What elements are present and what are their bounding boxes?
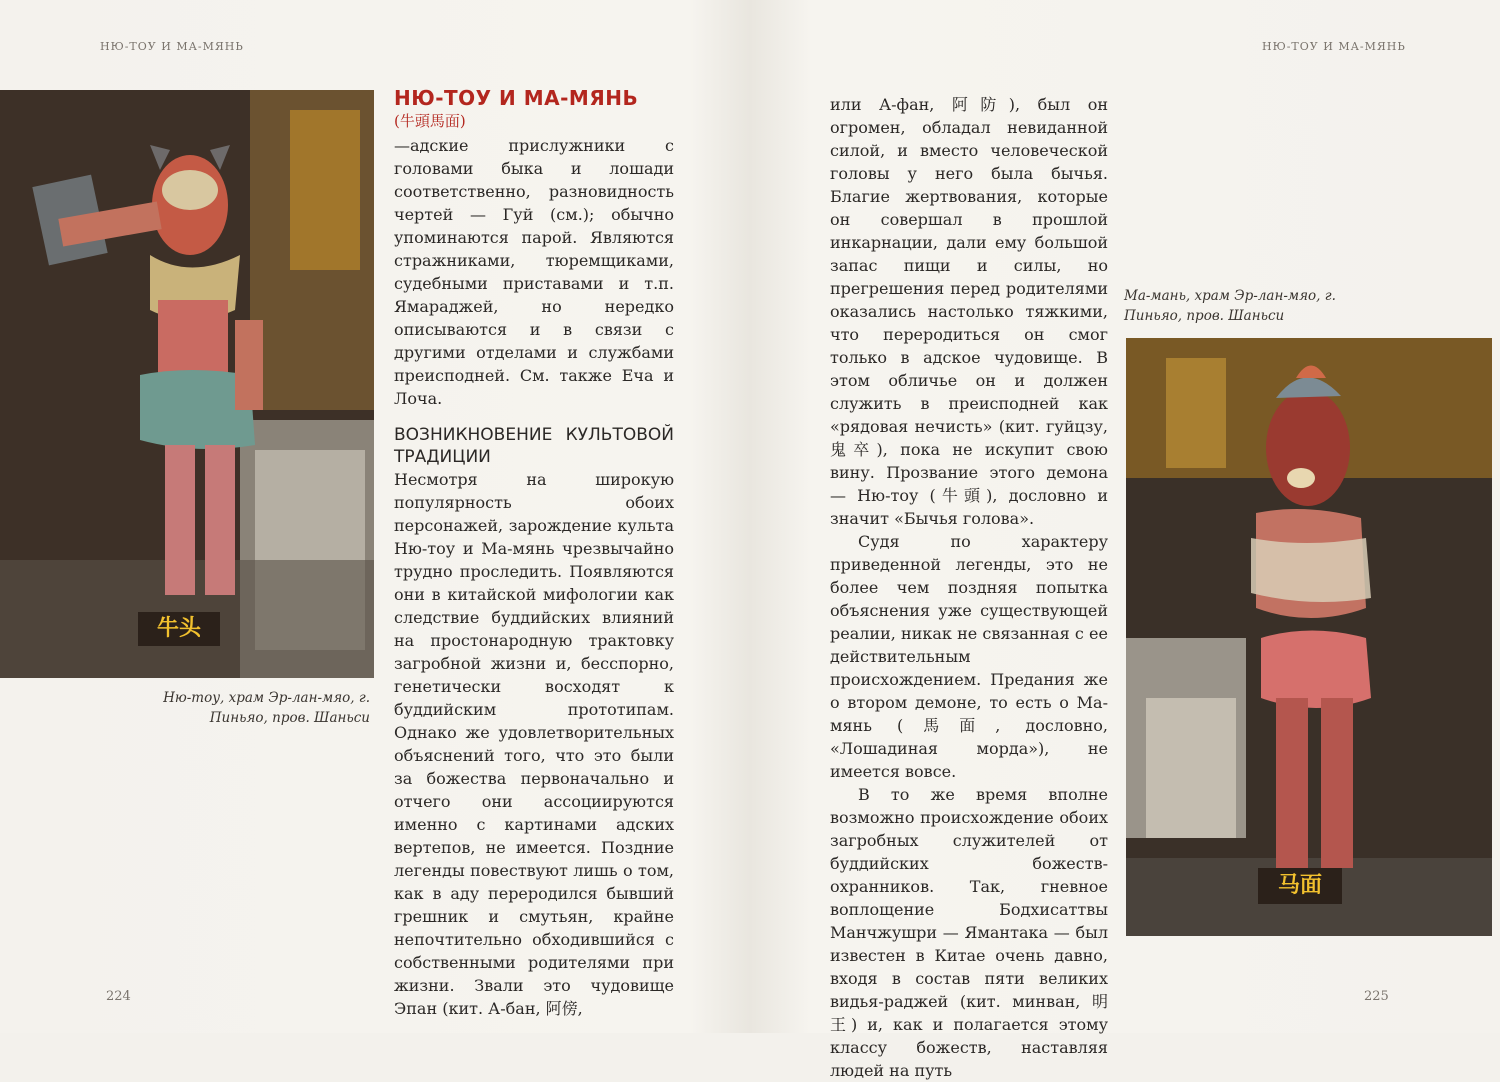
article-column-1 <box>394 86 674 1020</box>
ma-mian-sign: 马面 <box>1258 868 1342 904</box>
article-col2-para3: В то же время вполне возможно происхождение обоих загробных служителей от буддийских божеств-охранников. Так, гневное воплощение Бодхисаттвы Манчжушри — Ямантака — был известен в Китае очень давно, входя в состав пяти великих видья-раджей (кит. минван, 明王) и, как и полагается этому классу божеств, наставляя людей на путь <box>830 785 1108 1080</box>
article-title-hanzi: (牛頭馬面) <box>394 112 466 130</box>
niu-tou-photo <box>0 90 374 678</box>
article-definition: —адские прислужники с головами быка и лошади соответственно, разновидность чертей — Гуй (см.); обычно упоминаются парой. Являются стражниками, тюремщиками, судебными приставами и т.п. Ямараджей, но нередко описываются и в связи с другими отделами и службами преисподней. См. также Еча и Лоча. <box>394 136 674 408</box>
niu-tou-sign: 牛头 <box>138 612 220 646</box>
ma-mian-statue-illustration <box>1126 338 1492 936</box>
ma-mian-photo <box>1126 338 1492 936</box>
article-title: НЮ-ТОУ И МА-МЯНЬ <box>394 86 639 110</box>
page-number-left: 224 <box>106 989 131 1004</box>
niu-tou-statue-illustration <box>0 90 374 678</box>
article-col2-para1: или А-фан, 阿防), был он огромен, обладал невиданной силой, и вместо человеческой головы у него была бычья. Благие жертвования, которые он совершал в прошлой инкарнации, дали ему большой запас пищи и силы, но прегрешения перед родителями оказались настолько тяжкими, что переродиться он смог только в адское чудовище. В этом обличье он и должен служить в преисподней как «рядовая нечисть» (кит. гуйцзу, 鬼卒), пока не искупит свою вину. Прозвание этого демона — Ню-тоу (牛頭), дословно и значит «Бычья голова». <box>830 95 1108 528</box>
article-col2-para2: Судя по характеру приведенной легенды, это не более чем поздняя попытка объяснения уже существующей реалии, никак не связанная с ее действительным происхождением. Предания же о втором демоне, то есть о Ма-мянь (馬面, дословно, «Лошадиная морда»), не имеется вовсе. <box>830 532 1108 781</box>
niu-tou-caption: Ню-тоу, храм Эр-лан-мяо, г. Пиньяо, пров. Шаньси <box>163 690 370 726</box>
article-col1-body: Несмотря на широкую популярность обоих персонажей, зарождение культа Ню-тоу и Ма-мянь чрезвычайно трудно проследить. Появляются они в китайской мифологии как следствие буддийских влияний на простонародную трактовку загробной жизни и, бесспорно, генетически восходят к буддийским прототипам. Однако же удовлетворительных объяснений того, что это были за божества первоначально и отчего они ассоциируются именно с картинами адских вертепов, не имеется. Поздние легенды повествуют лишь о том, как в аду переродился бывший грешник и смутьян, крайне непочтительно обходившийся с собственными родителями при жизни. Звали это чудовище Эпан (кит. А-бан, 阿傍, <box>394 470 674 1018</box>
running-header-right: НЮ-ТОУ И МА-МЯНЬ <box>1262 40 1406 53</box>
article-column-2 <box>830 93 1108 1082</box>
section-subheading: ВОЗНИКНОВЕНИЕ КУЛЬТОВОЙ ТРАДИЦИИ <box>394 425 674 467</box>
page-number-right: 225 <box>1364 989 1389 1004</box>
running-header-left: НЮ-ТОУ И МА-МЯНЬ <box>100 40 244 53</box>
ma-mian-caption: Ма-мань, храм Эр-лан-мяо, г. Пиньяо, пров. Шаньси <box>1124 288 1336 324</box>
